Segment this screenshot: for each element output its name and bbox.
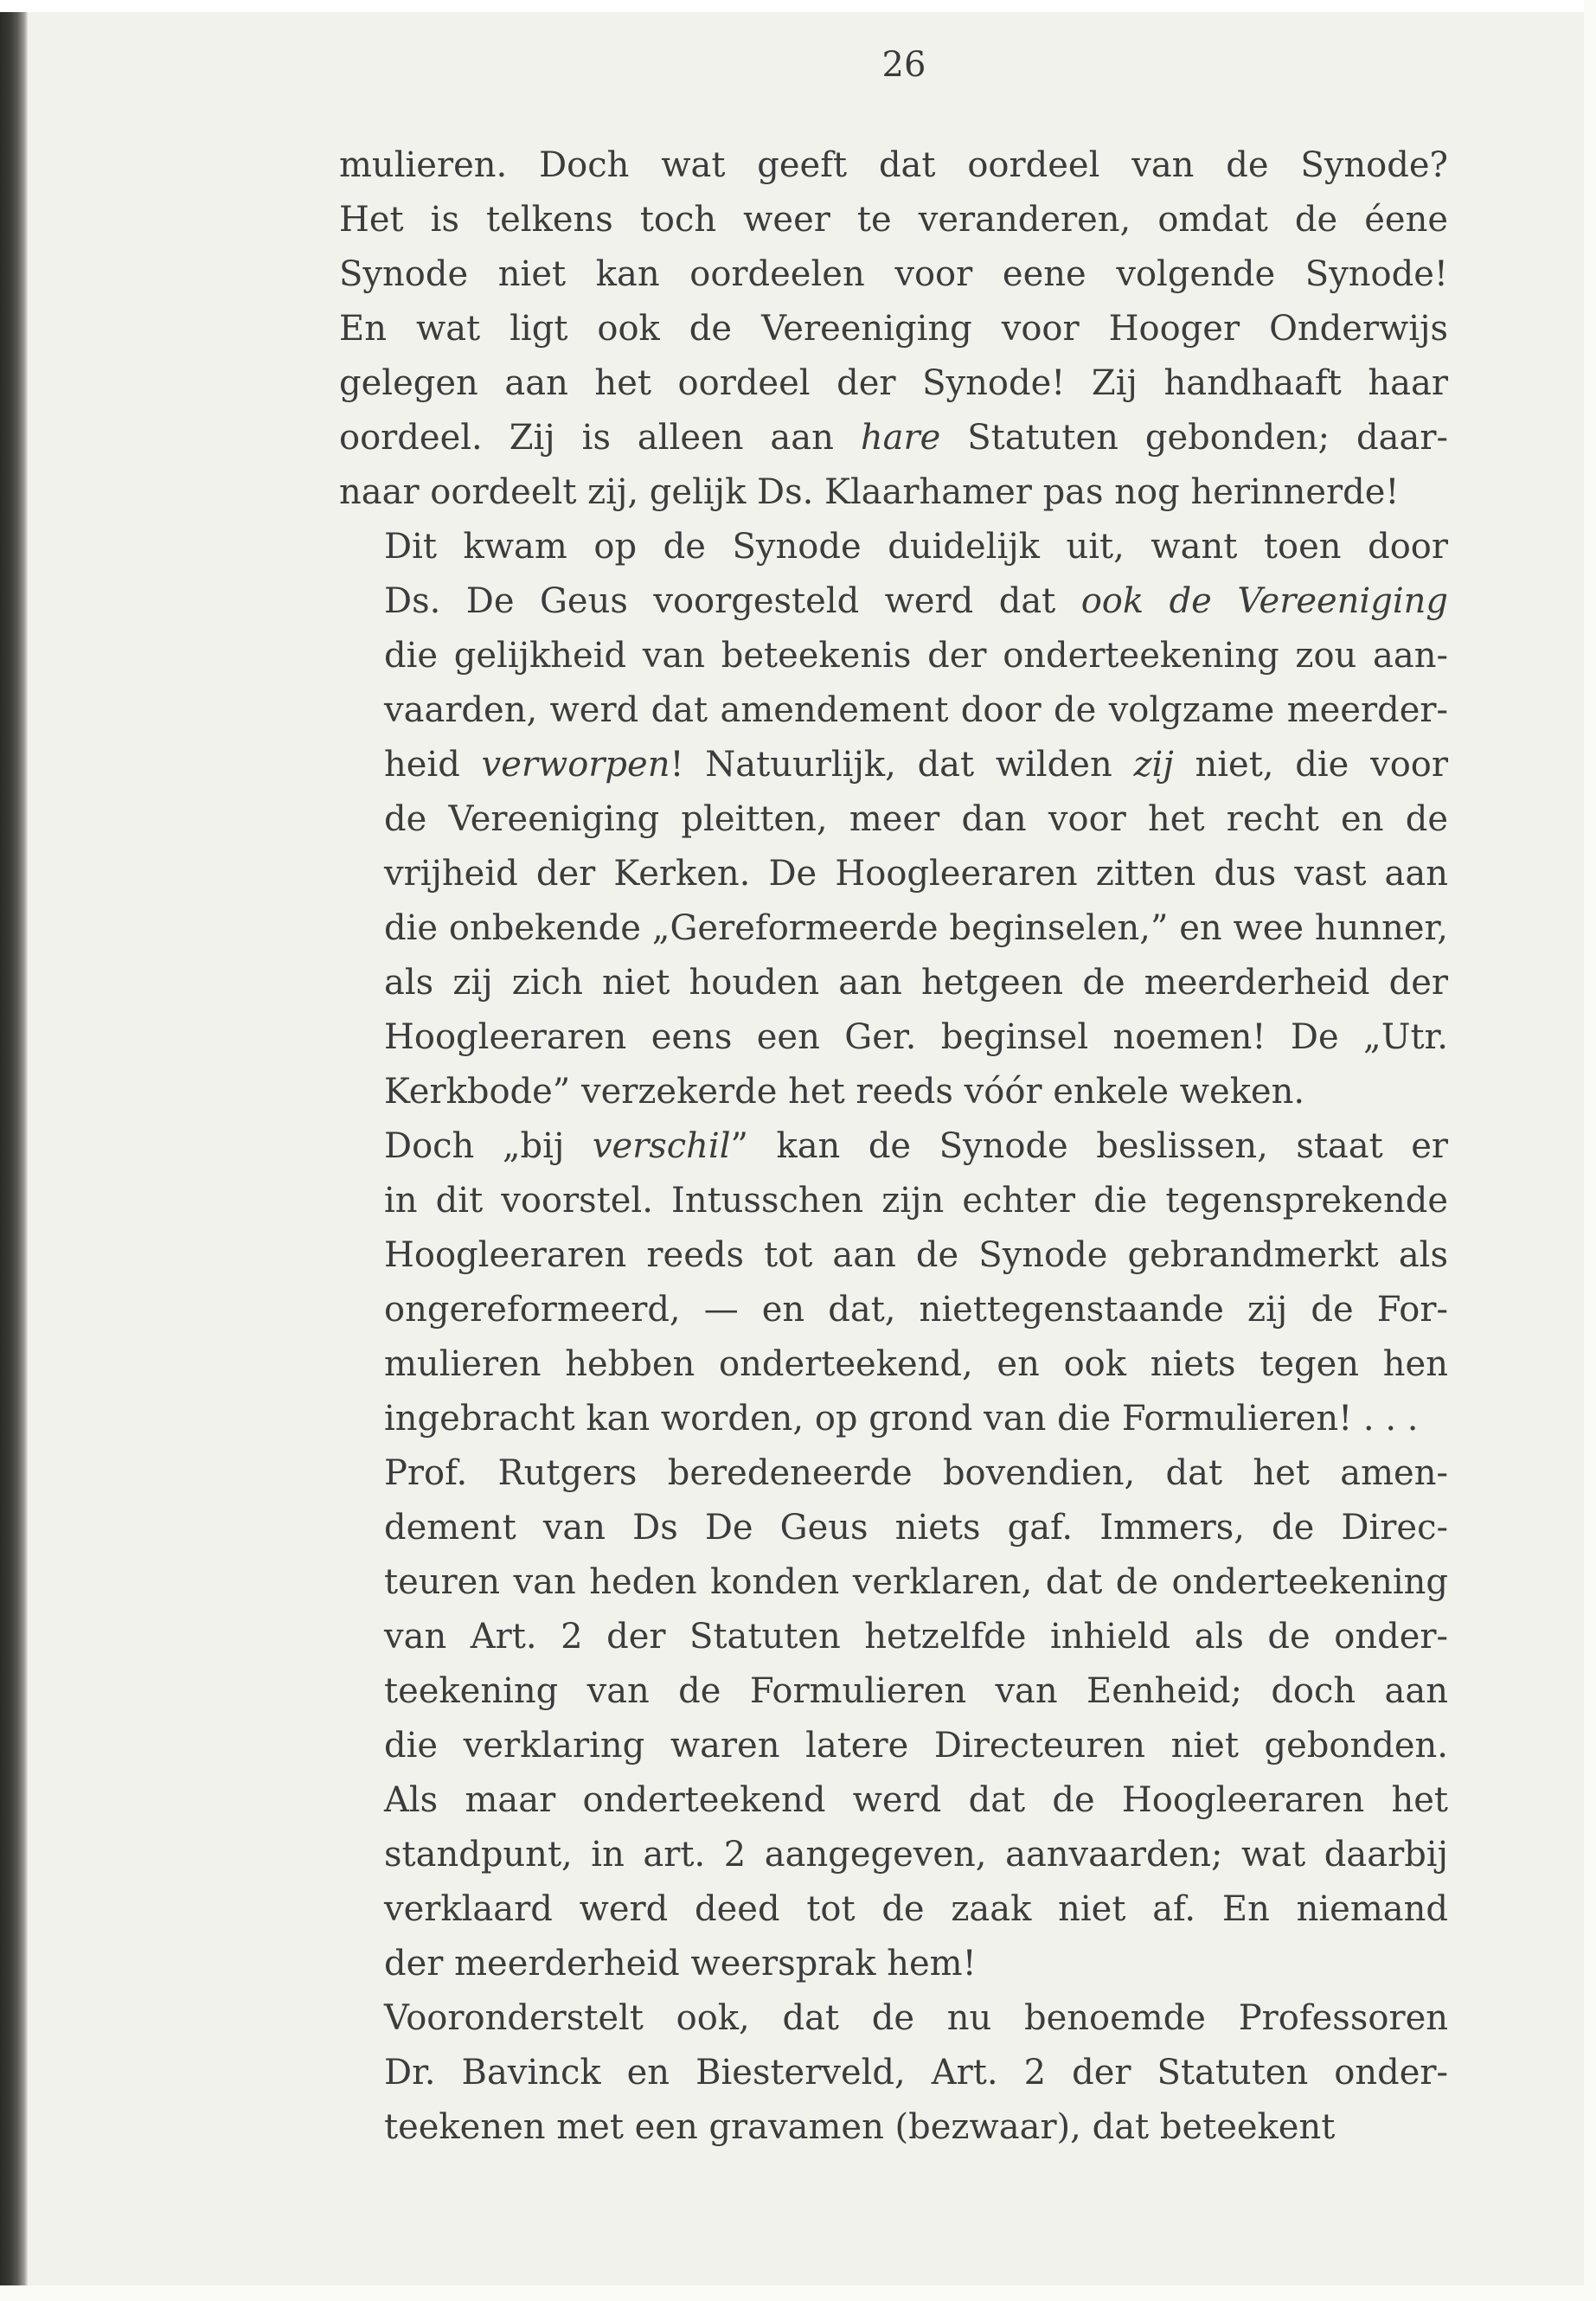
scan-top-edge: [0, 0, 1596, 12]
paragraph: [339, 1991, 1448, 2155]
text-run: in dit voorstel. Intusschen zijn echter die tegensprekende: [384, 1181, 1448, 1221]
paragraph: [339, 1119, 1448, 1446]
text-line: [339, 2046, 1448, 2100]
text-line: [339, 901, 1448, 956]
text-line: [339, 1610, 1448, 1664]
book-spine-shadow: [0, 0, 28, 2301]
italic-text: zij: [1133, 745, 1174, 785]
text-run: Dit kwam op de Synode duidelijk uit, want toen door: [384, 527, 1448, 567]
paragraph: [339, 1446, 1448, 1991]
text-line: [339, 683, 1448, 738]
text-line: [339, 193, 1448, 247]
text-run: die onbekende „Gereformeerde beginselen,” en wee hunner,: [384, 908, 1448, 948]
text-run: teekening van de Formulieren van Eenheid; doch aan: [384, 1671, 1448, 1711]
italic-text: verschil: [592, 1126, 731, 1166]
text-run: standpunt, in art. 2 aangegeven, aanvaarden; wat daarbij: [384, 1835, 1448, 1875]
text-line: [339, 1283, 1448, 1337]
text-line: [339, 1337, 1448, 1392]
scan-right-edge: [1584, 0, 1596, 2301]
text-run: de Vereeniging pleitten, meer dan voor het recht en de: [384, 799, 1448, 839]
text-run: als zij zich niet houden aan hetgeen de meerderheid der: [384, 963, 1448, 1003]
text-run: Kerkbode” verzekerde het reeds vóór enkele weken.: [384, 1072, 1305, 1112]
paragraph: [339, 520, 1448, 1119]
text-run: vrijheid der Kerken. De Hoogleeraren zitten dus vast aan: [384, 854, 1448, 894]
text-run: oordeel. Zij is alleen aan: [339, 418, 861, 458]
text-run: naar oordeelt zij, gelijk Ds. Klaarhamer pas nog herinnerde!: [339, 472, 1400, 512]
text-run: heid: [384, 745, 482, 785]
text-run: ” kan de Synode beslissen, staat er: [730, 1126, 1448, 1166]
text-line: [339, 1446, 1448, 1501]
text-run: teuren van heden konden verklaren, dat de onderteekening: [384, 1562, 1448, 1602]
text-run: Synode niet kan oordeelen voor eene volgende Synode!: [339, 254, 1448, 294]
paragraph: [339, 138, 1448, 520]
text-line: [339, 1937, 1448, 1991]
text-line: [339, 1882, 1448, 1937]
scan-bottom-edge: [0, 2285, 1596, 2301]
text-run: der meerderheid weersprak hem!: [384, 1944, 977, 1984]
text-line: [339, 1555, 1448, 1610]
text-run: Hoogleeraren reeds tot aan de Synode gebrandmerkt als: [384, 1235, 1448, 1275]
text-run: Het is telkens toch weer te veranderen, omdat de éene: [339, 200, 1448, 240]
text-run: Ds. De Geus voorgesteld werd dat: [384, 581, 1081, 621]
page-number: 26: [881, 45, 926, 85]
text-run: verklaard werd deed tot de zaak niet af. En niemand: [384, 1889, 1448, 1929]
text-line: [339, 574, 1448, 629]
text-run: ingebracht kan worden, op grond van die Formulieren! . . .: [384, 1399, 1419, 1439]
text-line: [339, 302, 1448, 356]
text-run: Hoogleeraren eens een Ger. beginsel noemen! De „Utr.: [384, 1017, 1448, 1057]
text-line: [339, 138, 1448, 193]
text-line: [339, 738, 1448, 792]
text-line: [339, 411, 1448, 465]
italic-text: ook de Vereeniging: [1080, 581, 1448, 621]
text-line: [339, 2100, 1448, 2155]
text-line: [339, 1228, 1448, 1283]
text-line: [339, 1991, 1448, 2046]
text-line: [339, 465, 1448, 520]
body-text: [339, 138, 1448, 2155]
text-run: mulieren hebben onderteekend, en ook niets tegen hen: [384, 1344, 1448, 1384]
text-line: [339, 1719, 1448, 1773]
text-line: [339, 1119, 1448, 1174]
text-line: [339, 847, 1448, 901]
text-run: die verklaring waren latere Directeuren niet gebonden.: [384, 1726, 1448, 1766]
italic-text: verworpen: [481, 745, 670, 785]
italic-text: hare: [860, 418, 941, 458]
text-run: En wat ligt ook de Vereeniging voor Hooger Onderwijs: [339, 309, 1448, 349]
text-line: [339, 1828, 1448, 1882]
text-line: [339, 247, 1448, 302]
text-run: niet, die voor: [1173, 745, 1448, 785]
text-run: ongereformeerd, — en dat, niettegenstaande zij de For-: [384, 1290, 1448, 1330]
text-run: Dr. Bavinck en Biesterveld, Art. 2 der Statuten onder-: [384, 2053, 1448, 2093]
text-run: Vooronderstelt ook, dat de nu benoemde Professoren: [384, 1998, 1448, 2038]
text-run: vaarden, werd dat amendement door de volgzame meerder-: [384, 690, 1448, 730]
text-run: gelegen aan het oordeel der Synode! Zij handhaaft haar: [339, 363, 1448, 403]
text-line: [339, 1010, 1448, 1065]
text-run: Als maar onderteekend werd dat de Hoogleeraren het: [384, 1780, 1448, 1820]
text-run: Doch „bij: [384, 1126, 593, 1166]
text-run: die gelijkheid van beteekenis der onderteekening zou aan-: [384, 636, 1448, 676]
text-run: ! Natuurlijk, dat wilden: [670, 745, 1134, 785]
text-line: [339, 629, 1448, 683]
text-run: dement van Ds De Geus niets gaf. Immers, de Direc-: [384, 1508, 1448, 1548]
text-run: Prof. Rutgers beredeneerde bovendien, dat het amen-: [384, 1453, 1448, 1493]
text-run: mulieren. Doch wat geeft dat oordeel van de Synode?: [339, 145, 1448, 185]
text-run: van Art. 2 der Statuten hetzelfde inhield als de onder-: [384, 1617, 1448, 1657]
text-line: [339, 956, 1448, 1010]
text-line: [339, 1664, 1448, 1719]
text-line: [339, 356, 1448, 411]
text-line: [339, 1174, 1448, 1228]
text-run: teekenen met een gravamen (bezwaar), dat beteekent: [384, 2107, 1336, 2147]
text-line: [339, 792, 1448, 847]
text-run: Statuten gebonden; daar-: [940, 418, 1448, 458]
text-line: [339, 1392, 1448, 1446]
text-line: [339, 1065, 1448, 1119]
text-line: [339, 1773, 1448, 1828]
text-line: [339, 1501, 1448, 1555]
text-line: [339, 520, 1448, 574]
